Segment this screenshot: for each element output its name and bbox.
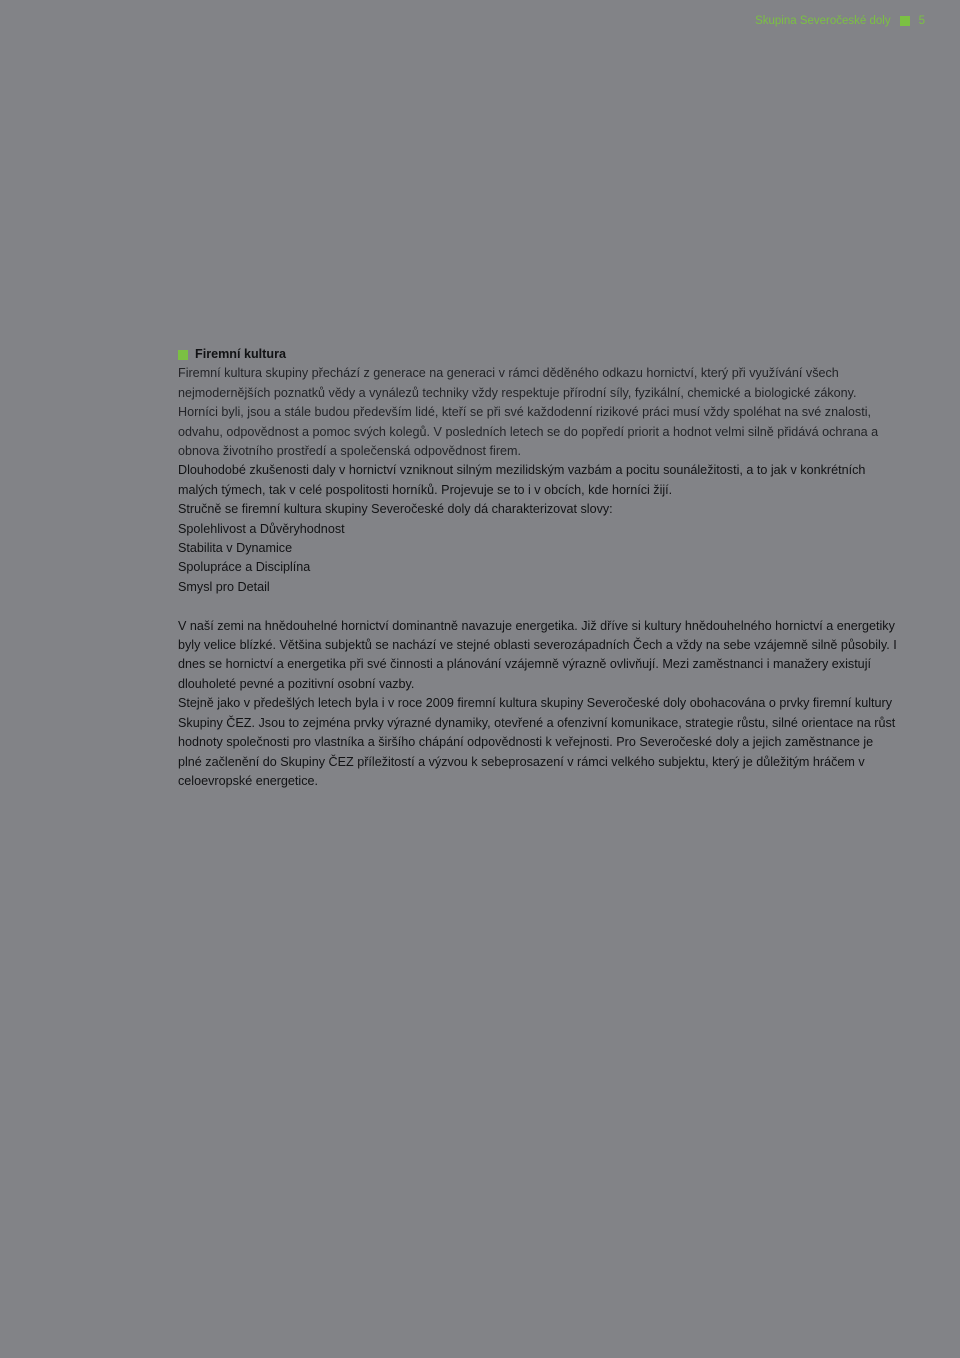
section-heading (178, 345, 898, 364)
value-item: Stabilita v Dynamice (178, 541, 293, 556)
header-brand: Skupina Severočeské doly (755, 15, 891, 27)
running-header (755, 15, 925, 27)
paragraph: Stručně se firemní kultura skupiny Severočeské doly dá charakterizovat slovy: (178, 502, 613, 517)
value-item: Spolehlivost a Důvěryhodnost (178, 521, 345, 536)
value-item: Smysl pro Detail (178, 579, 270, 594)
spacer (178, 597, 898, 616)
green-square-icon (900, 16, 910, 26)
value-item: Spolupráce a Disciplína (178, 560, 311, 575)
values-list (178, 520, 898, 598)
paragraph: V naší zemi na hnědouhelné hornictví dominantně navazuje energetika. Již dříve si kultury hnědouhelného hornictví a energetiky byly velice blízké. Většina subjektů se nachází ve stejné oblasti severozápadních Čech a vždy na sebe vzájemně silně působily. I dnes se hornictví a energetika při své činnosti a plánování vzájemně výrazně ovlivňují. Mezi zaměstnanci i manažery existují dlouholeté pevné a pozitivní osobní vazby. (178, 618, 897, 691)
section-title: Firemní kultura (195, 347, 286, 361)
paragraph: Dlouhodobé zkušenosti daly v hornictví vzniknout silným mezilidským vazbám a pocitu sounáležitosti, a to jak v konkrétních malých týmech, tak v celé pospolitosti horníků. Projevuje se to i v obcích, kde horníci žijí. (178, 463, 866, 497)
green-square-icon (178, 350, 188, 360)
section-firemni-kultura (178, 345, 898, 791)
paragraph: Stejně jako v předešlých letech byla i v roce 2009 firemní kultura skupiny Severočeské doly obohacována o prvky firemní kultury Skupiny ČEZ. Jsou to zejména prvky výrazné dynamiky, otevřené a ofenzivní komunikace, strategie růstu, silné orientace na růst hodnoty společnosti pro vlastníka a širšího chápání odpovědnosti k veřejnosti. Pro Severočeské doly a jejich zaměstnance je plné začlenění do Skupiny ČEZ příležitostí a výzvou k sebeprosazení v rámci velkého subjektu, který je důležitým hráčem v celoevropské energetice. (178, 696, 896, 788)
paragraph: Horníci byli, jsou a stále budou především lidé, kteří se při své každodenní rizikové práci musí vždy spoléhat na své znalosti, odvahu, odpovědnost a pomoc svých kolegů. V posledních letech se do popředí priorit a hodnot velmi silně přidává ochrana a obnova životního prostředí a společenská odpovědnost firem. (178, 405, 879, 459)
paragraph: Firemní kultura skupiny přechází z generace na generaci v rámci děděného odkazu hornictví, který při využívání všech nejmodernějších poznatků vědy a vynálezů techniky vždy respektuje přírodní síly, fyzikální, chemické a biologické zákony. (178, 366, 857, 400)
page-number: 5 (918, 15, 925, 27)
